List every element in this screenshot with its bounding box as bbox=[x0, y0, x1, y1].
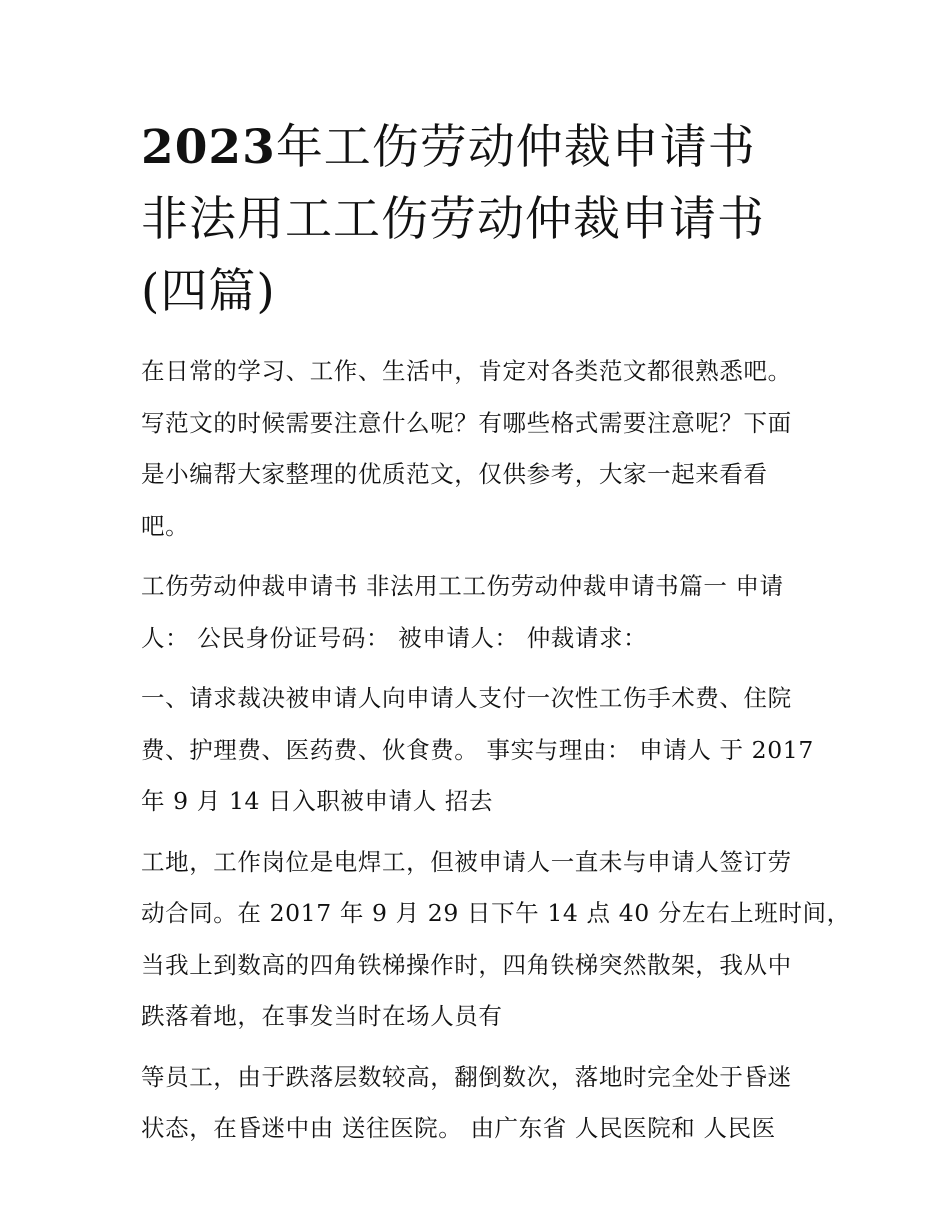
text-line: 跌落着地，在事发当时在场人员有 bbox=[141, 1002, 503, 1030]
title-line: 非法用工工伤劳动仲裁申请书 bbox=[141, 192, 765, 247]
text-line: 一、请求裁决被申请人向申请人支付一次性工伤手术费、住院 bbox=[141, 684, 792, 712]
title-line bbox=[141, 112, 821, 184]
text-line: 工伤劳动仲裁申请书 非法用工工伤劳动仲裁申请书篇一 申请 bbox=[141, 572, 784, 600]
body-paragraph bbox=[141, 673, 821, 828]
text-line: 吧。 bbox=[141, 511, 190, 540]
text-line: 在日常的学习、工作、生活中，肯定对各类范文都很熟悉吧。 bbox=[141, 357, 792, 385]
text-line: 写范文的时候需要注意什么呢？有哪些格式需要注意呢？下面 bbox=[141, 408, 792, 437]
title-line: (四篇) bbox=[141, 264, 276, 319]
text-line: 工地，工作岗位是电焊工，但被申请人一直未与申请人签订劳 bbox=[141, 847, 792, 876]
body-paragraph bbox=[141, 837, 851, 1043]
body-paragraph bbox=[141, 561, 821, 664]
text-line: 当我上到数高的四角铁梯操作时，四角铁梯突然散架，我从中 bbox=[141, 950, 792, 979]
text-line: 状态，在昏迷中由 送往医院。 由广东省 人民医院和 人民医 bbox=[141, 1114, 776, 1142]
text-line: 年 9 月 14 日入职被申请人 招去 bbox=[141, 787, 494, 815]
body-paragraph bbox=[141, 1052, 821, 1155]
text-line: 等员工，由于跌落层数较高，翻倒数次，落地时完全处于昏迷 bbox=[141, 1062, 792, 1091]
document-title bbox=[141, 112, 821, 328]
document-page bbox=[141, 112, 851, 1164]
title-year: 2023 bbox=[141, 120, 276, 175]
text-line: 人： 公民身份证号码： 被申请人： 仲裁请求： bbox=[141, 623, 648, 652]
text-line: 动合同。在 2017 年 9 月 29 日下午 14 点 40 分左右上班时间， bbox=[141, 899, 851, 927]
text-line: 是小编帮大家整理的优质范文，仅供参考，大家一起来看看 bbox=[141, 460, 768, 488]
title-text: 年工伤劳动仲裁申请书 bbox=[275, 120, 756, 175]
intro-paragraph bbox=[141, 346, 821, 552]
text-line: 费、护理费、医药费、伙食费。 事实与理由： 申请人 于 2017 bbox=[141, 735, 814, 764]
